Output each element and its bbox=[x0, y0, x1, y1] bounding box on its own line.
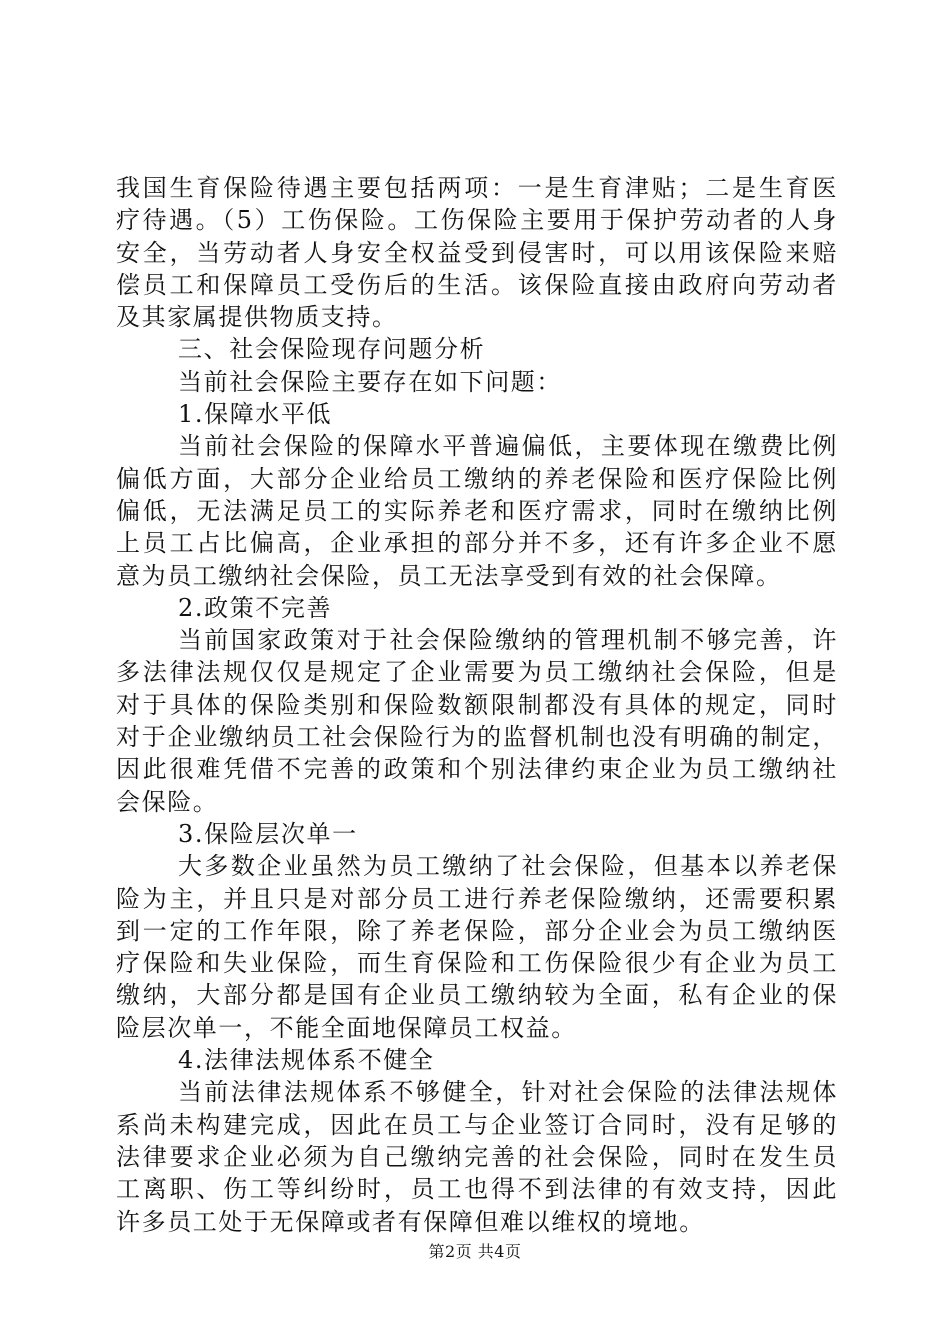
text-line: 偿员工和保障员工受伤后的生活。该保险直接由政府向劳动者 bbox=[116, 270, 838, 299]
text-line: 安全，当劳动者人身安全权益受到侵害时，可以用该保险来赔 bbox=[116, 238, 838, 267]
text-line: 偏低，无法满足员工的实际养老和医疗需求，同时在缴纳比例 bbox=[116, 496, 838, 525]
page-number-footer: 第2页 共4页 bbox=[428, 1242, 522, 1261]
text-line: 当前国家政策对于社会保险缴纳的管理机制不够完善，许 bbox=[178, 626, 838, 655]
text-line: 大多数企业虽然为员工缴纳了社会保险，但基本以养老保 bbox=[178, 852, 838, 881]
text-line: 偏低方面，大部分企业给员工缴纳的养老保险和医疗保险比例 bbox=[116, 464, 838, 493]
subsection-heading: 4.法律法规体系不健全 bbox=[178, 1046, 435, 1075]
text-line: 工离职、伤工等纠纷时，员工也得不到法律的有效支持，因此 bbox=[116, 1175, 838, 1204]
text-line: 疗保险和失业保险，而生育保险和工伤保险很少有企业为员工 bbox=[116, 949, 838, 978]
document-body bbox=[116, 172, 838, 1238]
text-line: 我国生育保险待遇主要包括两项：一是生育津贴；二是生育医 bbox=[116, 174, 838, 202]
text-line: 因此很难凭借不完善的政策和个别法律约束企业为员工缴纳社 bbox=[116, 755, 838, 784]
text-line: 险为主，并且只是对部分员工进行养老保险缴纳，还需要积累 bbox=[116, 884, 838, 913]
text-line: 到一定的工作年限，除了养老保险，部分企业会为员工缴纳医 bbox=[116, 916, 838, 945]
text-line: 疗待遇。（5）工伤保险。工伤保险主要用于保护劳动者的人身 bbox=[116, 206, 838, 235]
section-heading: 三、社会保险现存问题分析 bbox=[178, 335, 486, 364]
subsection-heading: 2.政策不完善 bbox=[178, 593, 333, 622]
text-line: 法律要求企业必须为自己缴纳完善的社会保险，同时在发生员 bbox=[116, 1142, 838, 1171]
text-line: 缴纳，大部分都是国有企业员工缴纳较为全面，私有企业的保 bbox=[116, 981, 838, 1010]
text-line: 会保险。 bbox=[116, 787, 219, 816]
text-line: 当前社会保险的保障水平普遍偏低，主要体现在缴费比例 bbox=[178, 432, 838, 461]
text-line: 险层次单一，不能全面地保障员工权益。 bbox=[116, 1013, 577, 1042]
text-line: 多法律法规仅仅是规定了企业需要为员工缴纳社会保险，但是 bbox=[116, 658, 838, 687]
text-line: 当前社会保险主要存在如下问题： bbox=[178, 367, 562, 396]
text-line: 对于具体的保险类别和保险数额限制都没有具体的规定，同时 bbox=[116, 690, 838, 719]
text-line: 及其家属提供物质支持。 bbox=[116, 303, 398, 332]
text-line: 许多员工处于无保障或者有保障但难以维权的境地。 bbox=[116, 1207, 705, 1236]
text-line: 系尚未构建完成，因此在员工与企业签订合同时，没有足够的 bbox=[116, 1110, 838, 1139]
subsection-heading: 3.保险层次单一 bbox=[178, 819, 358, 848]
text-line: 意为员工缴纳社会保险，员工无法享受到有效的社会保障。 bbox=[116, 561, 782, 590]
text-line: 对于企业缴纳员工社会保险行为的监督机制也没有明确的制定， bbox=[116, 723, 838, 752]
text-line: 上员工占比偏高，企业承担的部分并不多，还有许多企业不愿 bbox=[116, 529, 838, 558]
text-line: 当前法律法规体系不够健全，针对社会保险的法律法规体 bbox=[178, 1078, 838, 1107]
subsection-heading: 1.保障水平低 bbox=[178, 400, 333, 429]
